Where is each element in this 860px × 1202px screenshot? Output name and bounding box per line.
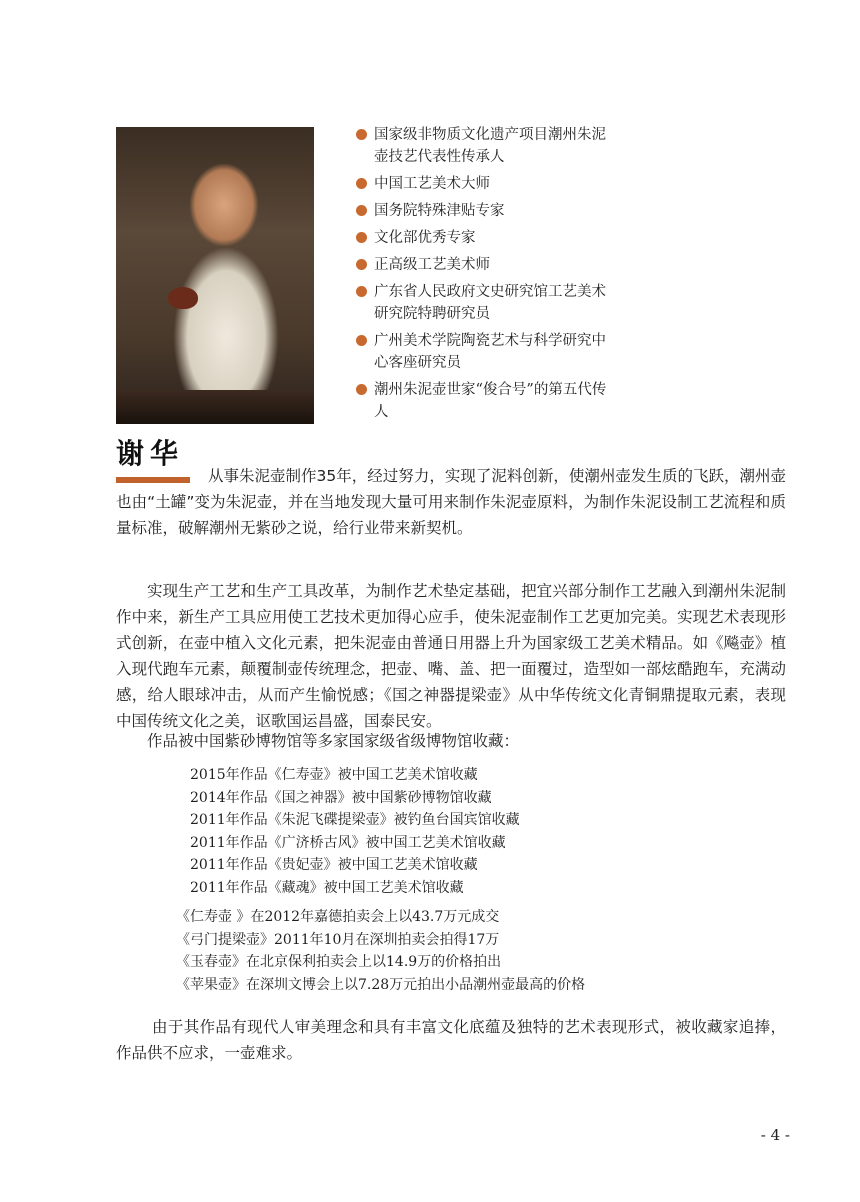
title-item: 潮州朱泥壶世家“俊合号”的第五代传人 (356, 379, 616, 423)
bullet-icon (356, 129, 367, 140)
collection-list (190, 764, 520, 899)
collection-item: 2011年作品《贵妃壶》被中国工艺美术馆收藏 (190, 857, 478, 873)
title-item: 广东省人民政府文史研究馆工艺美术研究院特聘研究员 (356, 281, 616, 325)
teapot-shape (168, 287, 198, 309)
collection-item: 2015年作品《仁寿壶》被中国工艺美术馆收藏 (190, 767, 478, 783)
title-item: 广州美术学院陶瓷艺术与科学研究中心客座研究员 (356, 330, 616, 374)
collection-item: 2014年作品《国之神器》被中国紫砂博物馆收藏 (190, 789, 492, 806)
bullet-icon (356, 335, 367, 346)
auction-item: 《苹果壶》在深圳文博会上以7.28万元拍出小品潮州壶最高的价格 (176, 976, 586, 993)
title-list (356, 124, 616, 428)
auction-item: 《玉春壶》在北京保利拍卖会上以14.9万的价格拍出 (176, 954, 502, 970)
portrait-photo (116, 127, 314, 424)
bullet-icon (356, 178, 367, 189)
bullet-icon (356, 205, 367, 216)
bio-paragraph-2: 实现生产工艺和生产工具改革，为制作艺术垫定基础，把宜兴部分制作工艺融入到潮州朱泥制作中来，新生产工具应用使工艺技术更加得心应手，使朱泥壶制作工艺更加完美。实现艺术表现形式创新，在壶中植入文化元素，把朱泥壶由普通日用器上升为国家级工艺美术精品。如《飚壶》植入现代跑车元素，颠覆制壶传统理念，把壶、嘴、盖、把一面覆过，造型如一部炫酷跑车，充满动感，给人眼球冲击，从而产生愉悦感；《国之神器提梁壶》从中华传统文化青铜鼎提取元素，表现中国传统文化之美，讴歌国运昌盛，国泰民安。 (116, 582, 786, 730)
auction-item: 《弓门提梁壶》2011年10月在深圳拍卖会拍得17万 (176, 931, 500, 948)
collection-item: 2011年作品《广济桥古风》被中国工艺美术馆收藏 (190, 834, 506, 851)
collection-item: 2011年作品《朱泥飞碟提梁壶》被钓鱼台国宾馆收藏 (190, 812, 520, 828)
title-item: 正高级工艺美术师 (356, 254, 616, 276)
bullet-icon (356, 286, 367, 297)
bio-paragraph-1: 从事朱泥壶制作35年，经过努力，实现了泥料创新，使潮州壶发生质的飞跃，潮州壶也由“土罐”变为朱泥壶，并在当地发现大量可用来制作朱泥壶原料，为制作朱泥设制工艺流程和质量标准，破解潮州无紫砂之说，给行业带来新契机。 (116, 467, 786, 537)
title-item: 文化部优秀专家 (356, 227, 616, 249)
collection-intro: 作品被中国紫砂博物馆等多家国家级省级博物馆收藏： (147, 732, 520, 750)
page-number: - 4 - (760, 1126, 790, 1144)
table-shape (116, 390, 314, 424)
closing-paragraph: 由于其作品有现代人审美理念和具有丰富文化底蕴及独特的艺术表现形式，被收藏家追捧，作品供不应求，一壶难求。 (116, 1018, 786, 1062)
bullet-icon (356, 384, 367, 395)
artist-name: 谢华 (116, 437, 185, 470)
title-item: 中国工艺美术大师 (356, 173, 616, 195)
auction-list (176, 906, 585, 996)
title-item: 国务院特殊津贴专家 (356, 200, 616, 222)
bullet-icon (356, 259, 367, 270)
auction-item: 《仁寿壶 》在2012年嘉德拍卖会上以43.7万元成交 (176, 909, 500, 925)
bullet-icon (356, 232, 367, 243)
collection-item: 2011年作品《藏魂》被中国工艺美术馆收藏 (190, 879, 464, 896)
title-item: 国家级非物质文化遗产项目潮州朱泥壶技艺代表性传承人 (356, 124, 616, 168)
